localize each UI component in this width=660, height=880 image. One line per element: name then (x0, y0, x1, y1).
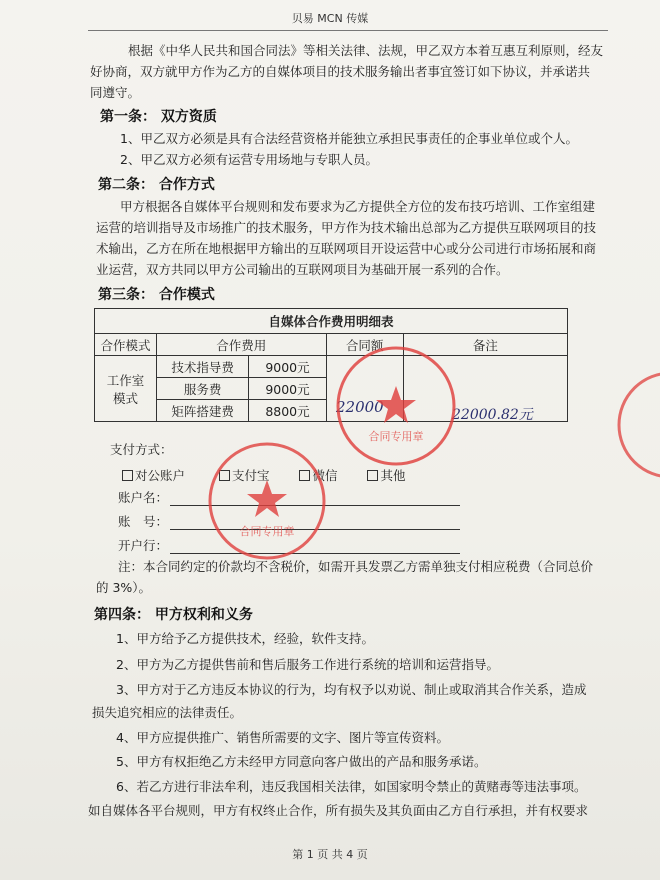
section-2-title: 第二条： 合作方式 (98, 177, 215, 193)
field-label: 账户名： (118, 490, 169, 505)
payment-label: 支付方式： (110, 442, 173, 457)
s2-line-4: 业运营，双方共同以甲方公司输出的互联网项目为基础开展一系列的合作。 (96, 262, 509, 277)
page-header: 贝易 MCN 传媒 (291, 12, 369, 25)
option-label: 微信 (312, 468, 338, 483)
col-mode: 合作模式 (95, 334, 157, 356)
intro-line-2: 好协商，双方就甲方作为乙方的自媒体项目的技术服务输出者事宜签订如下协议，并承诺共 (90, 64, 591, 79)
s4-item-2: 2、甲方为乙方提供售前和售后服务工作进行系统的培训和运营指导。 (116, 657, 499, 672)
s4-item-6-cont: 如自媒体各平台规则，甲方有权终止合作，所有损失及其负面由乙方自行承担，并有权要求 (88, 803, 589, 818)
company-seal (206, 440, 328, 562)
page-footer: 第 1 页 共 4 页 (292, 848, 368, 861)
s4-item-3: 3、甲方对于乙方违反本协议的行为，均有权予以劝说、制止或取消其合作关系，造成 (116, 682, 587, 697)
s2-line-1: 甲方根据各自媒体平台规则和发布要求为乙方提供全方位的发布技巧培训、工作室组建 (120, 199, 596, 214)
s2-line-2: 运营的培训指导及市场推广的技术服务，甲方作为技术输出总部为乙方提供互联网项目的技 (96, 220, 597, 235)
checkbox[interactable] (122, 470, 133, 481)
checkbox[interactable] (367, 470, 378, 481)
note-line-2: 的 3%）。 (96, 580, 152, 595)
fee-item-name: 矩阵搭建费 (156, 400, 248, 422)
s4-item-1: 1、甲方给予乙方提供技术，经验，软件支持。 (116, 631, 374, 646)
s1-item-1: 1、甲乙双方必须是具有合法经营资格并能独立承担民事责任的企事业单位或个人。 (120, 131, 578, 146)
seal-sub: 合同专用章 (239, 525, 295, 538)
fee-item-price: 9000元 (249, 356, 326, 378)
col-remark: 备注 (403, 334, 567, 356)
fee-item-name: 技术指导费 (156, 356, 248, 378)
field-label: 账 号： (118, 514, 169, 529)
s2-line-3: 术输出，乙方在所在地根据甲方输出的互联网项目开设运营中心或分公司进行市场拓展和商 (96, 241, 597, 256)
s4-item-5: 5、甲方有权拒绝乙方未经甲方同意向客户做出的产品和服务承诺。 (116, 754, 487, 769)
section-3-title: 第三条： 合作模式 (98, 287, 215, 303)
section-1-title: 第一条： 双方资质 (100, 109, 217, 125)
intro-line-1: 根据《中华人民共和国合同法》等相关法律、法规，甲乙双方本着互惠互利原则，经友 (128, 43, 604, 58)
mode-cell: 工作室模式 (95, 356, 157, 422)
fee-item-name: 服务费 (156, 378, 248, 400)
option-label: 支付宝 (231, 468, 270, 483)
s4-item-6: 6、若乙方进行非法牟利，违反我国相关法律，如国家明令禁止的黄赌毒等违法事项。 (116, 779, 587, 794)
partial-seal (616, 370, 660, 480)
handwritten-remark: 22000.82元 (452, 407, 533, 423)
s4-item-4: 4、甲方应提供推广、销售所需要的文字、图片等宣传资料。 (116, 730, 449, 745)
option-label: 对公账户 (135, 468, 186, 483)
section-4-title: 第四条： 甲方权利和义务 (94, 607, 253, 623)
company-seal (334, 344, 458, 468)
fee-table-title: 自媒体合作费用明细表 (95, 309, 568, 334)
fee-item-price: 8800元 (249, 400, 326, 422)
option-label: 其他 (380, 468, 406, 483)
s1-item-2: 2、甲乙双方必须有运营专用场地与专职人员。 (120, 152, 378, 167)
col-fee: 合作费用 (156, 334, 326, 356)
field-label: 开户行： (118, 538, 169, 553)
fee-item-price: 9000元 (249, 378, 326, 400)
seal-sub: 合同专用章 (368, 430, 424, 443)
col-amount: 合同额 (326, 334, 403, 356)
s4-item-3-cont: 损失追究相应的法律责任。 (92, 705, 243, 720)
handwritten-amount: 22000 (336, 398, 384, 416)
header-divider (88, 30, 608, 31)
note-line-1: 注：本合同约定的价款均不含税价，如需开具发票乙方需单独支付相应税费（合同总价 (118, 559, 594, 574)
intro-line-3: 同遵守。 (90, 85, 141, 100)
